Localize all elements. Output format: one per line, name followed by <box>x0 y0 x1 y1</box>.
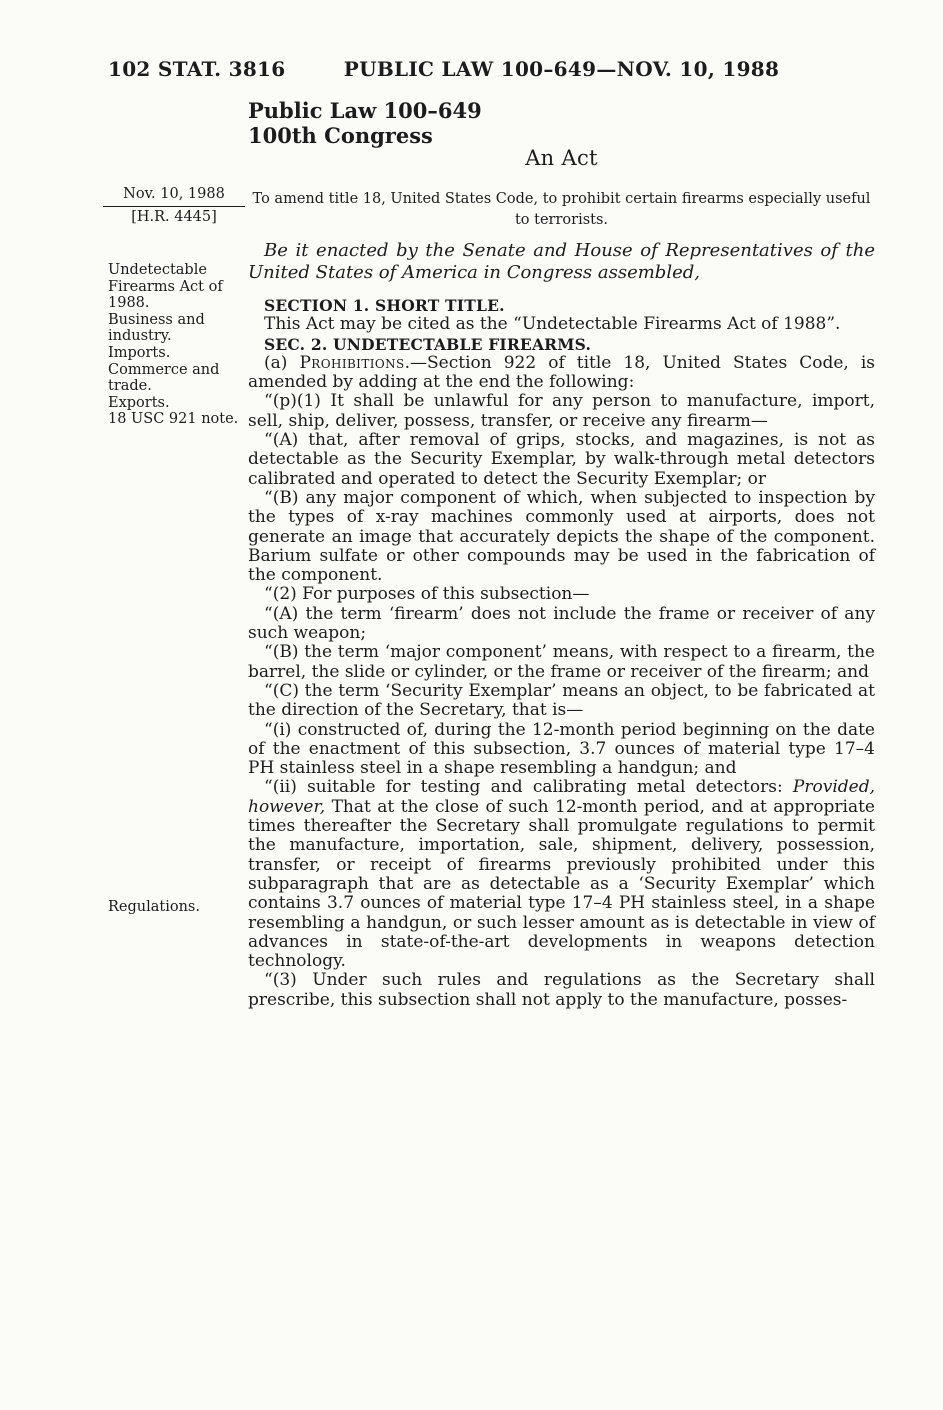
running-head: PUBLIC LAW 100–649—NOV. 10, 1988 <box>343 57 780 81</box>
paragraph-p2: “(2) For purposes of this subsection— <box>264 584 590 605</box>
paragraph-p2-C-ii-text: That at the close of such 12-month period, and at appropriate times thereafter the Secretary shall promulgate regulations to permit the manufacture, importation, sale, shipment, delivery, possession, transfer, or receipt of firearms previously prohibited under this subparagraph that are as detectable as a ‘Security Exemplar’ which contains 3.7 ounces of material type 17–4 PH stainless steel, in a shape resembling a handgun, or such lesser amount as is detectable in view of advances in state-of-the-art developments in weapons detection technology. <box>248 796 875 972</box>
purpose-text: To amend title 18, United States Code, to prohibit certain firearms especially useful to terrorists. <box>252 191 871 228</box>
margin-note-commerce-trade: Commerce and trade. <box>108 361 220 395</box>
paragraph-a-number: (a) <box>264 352 300 373</box>
section1-heading: SECTION 1. SHORT TITLE. <box>264 296 505 315</box>
margin-note-imports: Imports. <box>108 344 171 361</box>
margin-note-usc-citation: 18 USC 921 note. <box>108 411 239 428</box>
bill-number-note: [H.R. 4445] <box>131 208 217 225</box>
paragraph-p2-C-ii-proviso: Provided, however, <box>248 777 875 817</box>
paragraph-p2-C-i: “(i) constructed of, during the 12-month period beginning on the date of the enactment of this subsection, 3.7 ounces of material type 17–4 PH stainless steel in a shape resembling a handgun; and <box>248 719 875 779</box>
margin-subject-notes <box>108 262 258 428</box>
law-title-block <box>248 98 482 148</box>
law-number: Public Law 100–649 <box>248 98 482 123</box>
paragraph-p2-B: “(B) the term ‘major component’ means, with respect to a firearm, the barrel, the slide or cylinder, or the frame or receiver of the firearm; and <box>248 642 875 682</box>
section1-text: This Act may be cited as the “Undetectable Firearms Act of 1988”. <box>264 314 841 335</box>
paragraph-p2-A: “(A) the term ‘firearm’ does not include the frame or receiver of any such weapon; <box>248 603 875 644</box>
paragraph-a-text: .—Section 922 of title 18, United States Code, is amended by adding at the end the following: <box>248 352 875 393</box>
statute-body <box>248 240 875 1010</box>
margin-note-short-title: Undetectable Firearms Act of 1988. <box>108 262 223 312</box>
margin-note-business-industry: Business and industry. <box>108 311 205 345</box>
paragraph-p2-C: “(C) the term ‘Security Exemplar’ means an object, to be fabricated at the direction of the Secretary, that is— <box>248 680 875 721</box>
margin-note-regulations: Regulations. <box>108 899 200 915</box>
margin-note-exports: Exports. <box>108 394 170 411</box>
section2-heading: SEC. 2. UNDETECTABLE FIREARMS. <box>264 334 592 354</box>
paragraph-a-prohibitions <box>248 354 875 393</box>
paragraph-p3: “(3) Under such rules and regulations as the Secretary shall prescribe, this subsection shall not apply to the manufacture, posses- <box>248 970 875 1010</box>
enacting-clause: Be it enacted by the Senate and House of Representatives of the United States of America in Congress assembled, <box>248 240 875 283</box>
paragraph-p1-B: “(B) any major component of which, when subjected to inspection by the types of x-ray machines commonly used at airports, does not generate an image that accurately depicts the shape of the component. Barium sulfate or other compounds may be used in the fabrication of the component. <box>248 487 875 586</box>
an-act-heading: An Act <box>525 146 598 170</box>
enactment-date-note: Nov. 10, 1988 <box>123 186 225 202</box>
paragraph-p1-A: “(A) that, after removal of grips, stocks, and magazines, is not as detectable as the Security Exemplar, by walk-through metal detectors calibrated and operated to detect the Security Exemplar; or <box>248 430 875 489</box>
paragraph-a-catchline: Prohibitions <box>299 352 405 373</box>
stat-page-number: 102 STAT. 3816 <box>108 57 286 81</box>
paragraph-p1: “(p)(1) It shall be unlawful for any person to manufacture, import, sell, ship, deliver, possess, transfer, or receive any firearm— <box>248 391 875 431</box>
date-note-block <box>101 186 247 225</box>
date-note-rule <box>103 206 245 207</box>
paragraph-p2-C-ii <box>248 778 875 971</box>
congress-line: 100th Congress <box>248 123 433 148</box>
paragraph-p2-C-ii-lead: “(ii) suitable for testing and calibrating metal detectors: <box>264 777 793 798</box>
